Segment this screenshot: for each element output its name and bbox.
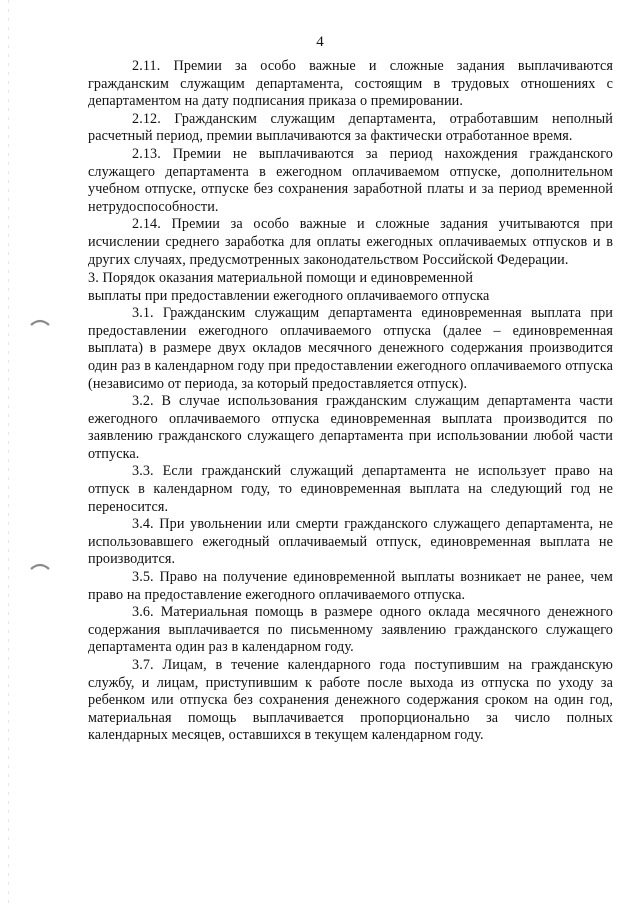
- binding-hole-mark-icon: [30, 318, 50, 326]
- paragraph-3-5: 3.5. Право на получение единовременной выплаты возникает не ранее, чем право на предоставление ежегодного оплачиваемого отпуска.: [88, 569, 613, 603]
- paragraph-2-11: 2.11. Премии за особо важные и сложные задания выплачиваются гражданским служащим департамента, состоящим в трудовых отношениях с департаментом на дату подписания приказа о премировании.: [88, 58, 613, 110]
- page-number: 4: [316, 34, 324, 50]
- paragraph-2-14: 2.14. Премии за особо важные и сложные задания учитываются при исчислении среднего заработка для оплаты ежегодных оплачиваемых отпусков и в других случаях, предусмотренных законодательством Российской Федерации.: [88, 216, 613, 268]
- scan-edge-artifact: [8, 0, 9, 905]
- section-heading-line-2: выплаты при предоставлении ежегодного оплачиваемого отпуска: [88, 288, 490, 305]
- binding-hole-mark-icon: [30, 562, 50, 570]
- paragraph-2-12: 2.12. Гражданским служащим департамента, отработавшим неполный расчетный период, премии выплачиваются за фактически отработанное время.: [88, 110, 613, 145]
- section-heading: [88, 269, 613, 305]
- paragraph-2-13: 2.13. Премии не выплачиваются за период нахождения гражданского служащего департамента в ежегодном оплачиваемом отпуске, дополнительном учебном отпуске, отпуске без сохранения заработной платы и за период временной нетрудоспособности.: [88, 145, 613, 215]
- paragraph-3-3: 3.3. Если гражданский служащий департамента не использует право на отпуск в календарном году, то единовременная выплата на следующий год не переносится.: [88, 463, 613, 515]
- paragraph-3-2: 3.2. В случае использования гражданским служащим департамента части ежегодного оплачиваемого отпуска единовременная выплата производится по заявлению гражданского служащего департамента при использовании любой части отпуска.: [88, 393, 613, 462]
- paragraph-3-1: 3.1. Гражданским служащим департамента единовременная выплата при предоставлении ежегодного оплачиваемого отпуска (далее – единовременная выплата) в размере двух окладов месячного денежного содержания производится один раз в календарном году при предоставлении ежегодного оплачиваемого отпуска (независимо от периода, за который предоставляется отпуск).: [88, 305, 613, 392]
- paragraph-3-7: 3.7. Лицам, в течение календарного года поступившим на гражданскую службу, и лицам, приступившим к работе после выхода из отпуска по уходу за ребенком или отпуска без сохранения денежного содержания сроком на один год, материальная помощь выплачивается пропорционально за число полных календарных месяцев, оставшихся в текущем календарном году.: [88, 657, 613, 744]
- section-heading-line-1: 3. Порядок оказания материальной помощи и единовременной: [88, 270, 474, 287]
- paragraph-3-6: 3.6. Материальная помощь в размере одного оклада месячного денежного содержания выплачивается по письменному заявлению гражданского служащего департамента один раз в календарном году.: [88, 604, 613, 656]
- paragraph-3-4: 3.4. При увольнении или смерти гражданского служащего департамента, не использовавшего ежегодный оплачиваемый отпуск, единовременная выплата не производится.: [88, 516, 613, 568]
- document-body: [88, 58, 613, 745]
